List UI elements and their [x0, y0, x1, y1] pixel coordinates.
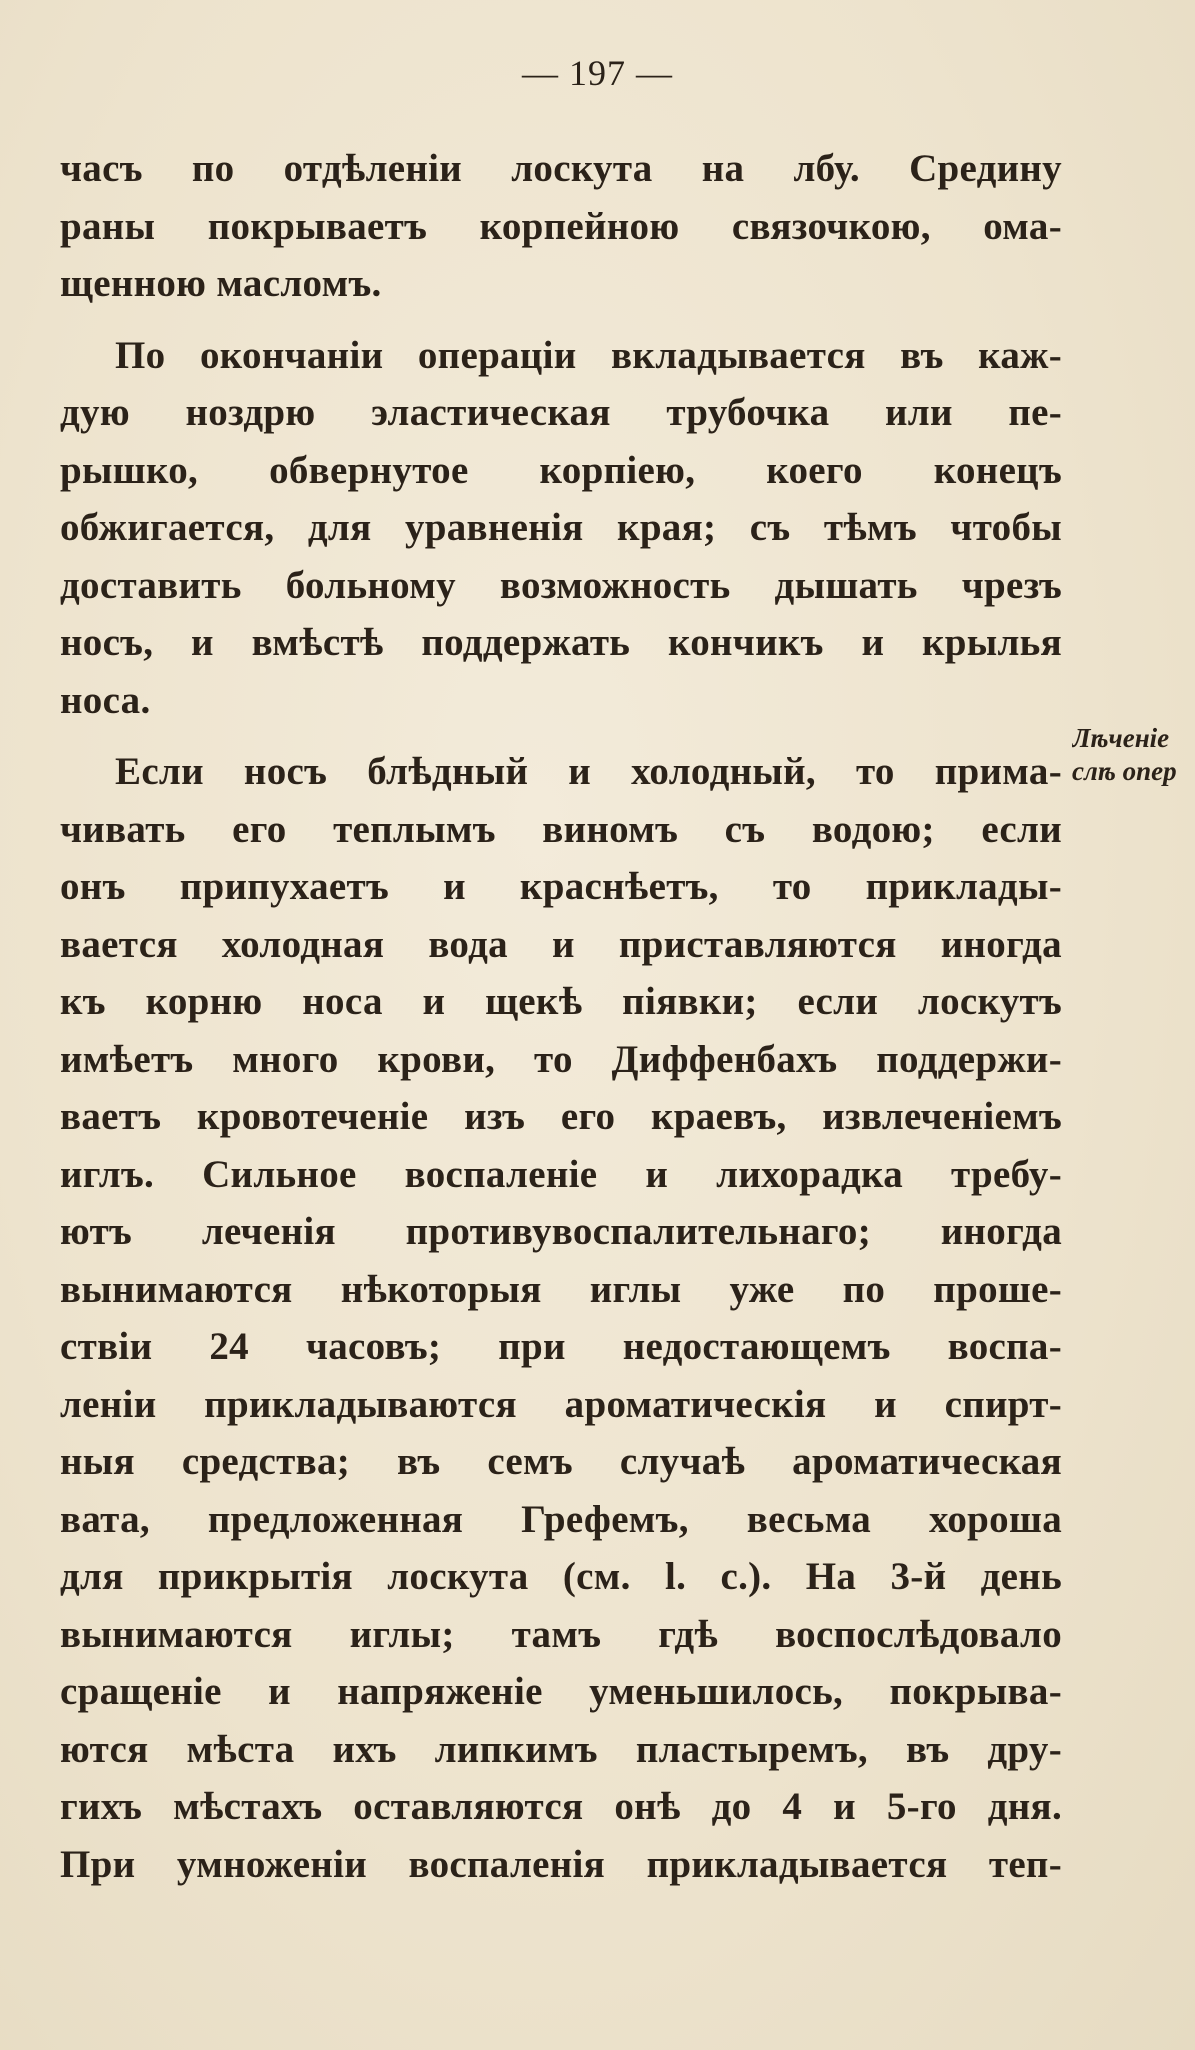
text-line: сращеніе и напряженіе уменьшилось, покрыва- — [60, 1670, 1062, 1713]
text-line: къ корню носа и щекѣ піявки; если лоскутъ — [60, 980, 1062, 1023]
text-line: ются мѣста ихъ липкимъ пластыремъ, въ дру- — [60, 1727, 1062, 1771]
text-line: вынимаются иглы; тамъ гдѣ воспослѣдовало — [60, 1612, 1062, 1656]
text-line: чивать его теплымъ виномъ съ водою; если — [60, 807, 1062, 851]
text-line: вата, предложенная Грефемъ, весьма хороша — [60, 1497, 1062, 1541]
text-line: щенною масломъ. — [60, 262, 382, 305]
paragraph-1 — [60, 140, 1062, 313]
text-line: иглъ. Сильное воспаленіе и лихорадка требу- — [60, 1152, 1062, 1196]
text-line: доставить больному возможность дышать чрезъ — [60, 563, 1062, 607]
margin-note-line: слѣ опер — [1072, 756, 1177, 786]
text-line: леніи прикладываются ароматическія и спирт- — [60, 1382, 1062, 1426]
text-line: часъ по отдѣленіи лоскута на лбу. Средину — [60, 147, 1062, 190]
text-line: носа. — [60, 678, 151, 722]
text-line: вается холодная вода и приставляются иногда — [60, 922, 1062, 966]
text-line: раны покрываетъ корпейною связочкою, ома- — [60, 204, 1062, 248]
text-line: По окончаніи операціи вкладывается въ каж- — [115, 333, 1062, 377]
paragraph-3 — [60, 743, 1062, 1893]
text-line: дую ноздрю эластическая трубочка или пе- — [60, 391, 1062, 434]
text-line: рышко, обвернутое корпіею, коего конецъ — [60, 448, 1062, 492]
page-number: — 197 — — [522, 53, 673, 93]
text-line: для прикрытія лоскута (см. l. c.). На 3-й день — [60, 1555, 1062, 1598]
text-line: ваетъ кровотеченіе изъ его краевъ, извлеченіемъ — [60, 1095, 1062, 1138]
margin-note — [1072, 722, 1195, 788]
text-line: имѣетъ много крови, то Диффенбахъ поддержи- — [60, 1037, 1062, 1081]
text-line: ныя средства; въ семъ случаѣ ароматическая — [60, 1440, 1062, 1483]
text-line: вынимаются нѣкоторыя иглы уже по проше- — [60, 1267, 1062, 1311]
text-line: носъ, и вмѣстѣ поддержать кончикъ и крылья — [60, 621, 1062, 664]
text-line: онъ припухаетъ и краснѣетъ, то приклады- — [60, 865, 1062, 908]
body-text — [60, 140, 1062, 1907]
text-line: Если носъ блѣдный и холодный, то прима- — [115, 750, 1062, 793]
text-line: обжигается, для уравненія края; съ тѣмъ чтобы — [60, 506, 1062, 549]
margin-note-line: Лѣченіе — [1072, 723, 1170, 753]
text-line: гихъ мѣстахъ оставляются онѣ до 4 и 5-го дня. — [60, 1785, 1062, 1828]
text-line: При умноженіи воспаленія прикладывается теп- — [60, 1842, 1062, 1886]
paragraph-2 — [60, 327, 1062, 730]
text-line: ствіи 24 часовъ; при недостающемъ воспа- — [60, 1325, 1062, 1368]
text-line: ютъ леченія противувоспалительнаго; иногда — [60, 1210, 1062, 1253]
